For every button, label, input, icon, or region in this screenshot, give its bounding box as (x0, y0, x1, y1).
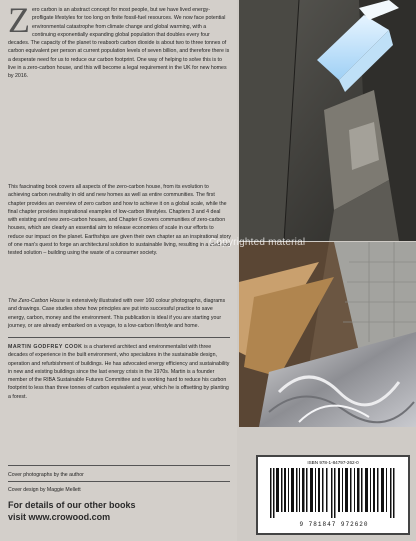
author-bio (8, 343, 231, 401)
illustration-text: is extensively illustrated with over 160 colour photographs, diagrams and drawings. Case studies show how principles are put into successful practice to save energy, carbon, money and the environment. This publication is ideal if you are starting your journey, or are already embarked on a voyage, to a low-carbon lifestyle and home. (8, 298, 226, 329)
author-name: MARTIN GODFREY COOK (8, 344, 83, 350)
design-credit: Cover design by Maggie Mellett (8, 487, 81, 493)
isbn-label: ISBN 978-1-84797-262-0 (307, 460, 359, 465)
loft-insulation-image (239, 242, 416, 427)
barcode-icon (270, 468, 398, 518)
details-website[interactable]: visit www.crowood.com (8, 511, 111, 522)
author-bio-text: is a chartered architect and environmentalist with three decades of experience in the built environment, who specializes in the sustainable design, operation and refurbishment of buildings. He has advocated energy efficiency and sustainability in new and existing buildings since the last energy crisis in the 1970s. Martin is a founder member of the RIBA Sustainable Futures Committee and is working hard to reduce his carbon footprint to less than three tonnes of carbon equivalent a year, which he is offsetting by planting a forest. (8, 344, 230, 400)
details-line-1: For details of our other books (8, 500, 136, 510)
divider (8, 481, 230, 482)
barcode-panel (256, 455, 410, 535)
divider (8, 465, 230, 466)
skylight-interior-image (239, 0, 416, 241)
photo-credit: Cover photographs by the author (8, 472, 84, 478)
book-overview-paragraph (8, 183, 231, 258)
intro-text: ero carbon is an abstract concept for most people, but we have lived energy-profligate lifestyles for too long on finite fossil-fuel resources. We now face potential environmental catastrophe from climate change and global warming, with a continuing exponentially expanding global population that doubles every four decades. The capacity of the planet to reabsorb carbon dioxide is about two to three tonnes of carbon equivalent per person at current population levels of seven billion, and therefore there is a desperate need for us to reduce our carbon footprint. One way of helping to solve this is to live in a zero-carbon house, and this will become a legal requirement in the UK for new homes by 2016. (8, 7, 230, 80)
overview-text: This fascinating book covers all aspects of the zero-carbon house, from its evolution to achieving carbon neutrality in old and new homes as well as entire communities. The first chapter provides an overview of zero carbon and how to achieve it on a global scale, while the final chapter provides inspirational examples of low-carbon lifestyles. Chapters 3 and 4 deal with existing and new zero-carbon houses, and Chapter 6 covers communities of zero-carbon houses, which are clearly an essential aim to release economies of scale in our efforts to reduce our impact on the planet. Earthships are given their own chapter as an inspirational story of one man's quest to forge an architectural solution to sustainable living, resulting in a tried and tested solution – building using the waste of a consumer society. (8, 184, 231, 257)
intro-paragraph (8, 0, 231, 81)
skylight-photo (239, 0, 416, 241)
drop-cap: Z (8, 0, 30, 40)
publisher-details (8, 500, 136, 523)
insulation-photo (239, 242, 416, 427)
book-title: The Zero-Carbon House (8, 298, 65, 304)
barcode-number: 9 781847 972620 (299, 521, 369, 528)
divider (8, 337, 230, 338)
copyright-watermark: Copyrighted material (209, 237, 306, 248)
illustration-paragraph (8, 297, 231, 330)
